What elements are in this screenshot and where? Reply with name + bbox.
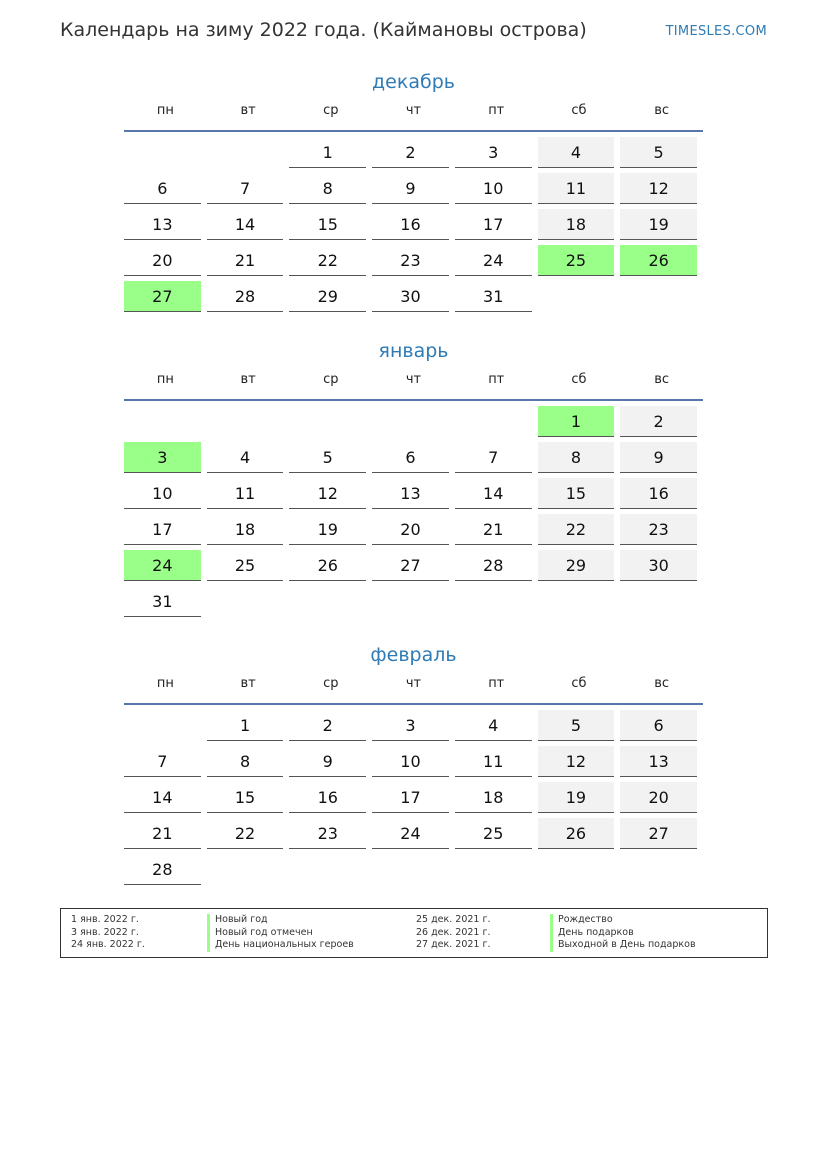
- day-grid: [124, 406, 703, 622]
- day-cell: 12: [620, 173, 697, 204]
- day-cell: 18: [538, 209, 615, 240]
- day-cell: 4: [455, 710, 532, 741]
- day-cell: 7: [124, 746, 201, 777]
- day-cell: 27: [620, 818, 697, 849]
- day-cell: 3: [372, 710, 449, 741]
- day-cell: 18: [207, 514, 284, 545]
- week-row: [124, 209, 703, 245]
- day-cell: 16: [372, 209, 449, 240]
- day-cell: 8: [289, 173, 366, 204]
- legend-date: 25 дек. 2021 г.: [416, 914, 491, 925]
- day-cell: 8: [538, 442, 615, 473]
- page-title: Календарь на зиму 2022 года. (Каймановы острова): [60, 19, 587, 41]
- empty-day-cell: [124, 406, 201, 437]
- weekday-label: сб: [571, 372, 587, 387]
- day-cell: 13: [620, 746, 697, 777]
- day-grid: [124, 710, 703, 890]
- month-block: [124, 68, 703, 317]
- weekday-label: вс: [654, 676, 670, 691]
- day-cell: 8: [207, 746, 284, 777]
- day-cell: 17: [372, 782, 449, 813]
- day-cell: 14: [455, 478, 532, 509]
- holiday-day-cell: 25: [538, 245, 615, 276]
- weekday-label: пн: [156, 676, 174, 691]
- day-cell: 6: [124, 173, 201, 204]
- day-grid: [124, 137, 703, 317]
- empty-day-cell: [372, 406, 449, 437]
- legend-date: 3 янв. 2022 г.: [71, 926, 139, 938]
- day-cell: 30: [372, 281, 449, 312]
- weekday-label: вт: [240, 676, 256, 691]
- day-cell: 7: [207, 173, 284, 204]
- month-block: [124, 641, 703, 890]
- day-cell: 16: [620, 478, 697, 509]
- day-cell: 25: [455, 818, 532, 849]
- week-row: [124, 550, 703, 586]
- day-cell: 1: [207, 710, 284, 741]
- day-cell: 12: [538, 746, 615, 777]
- legend-right-names: [550, 914, 696, 952]
- empty-day-cell: [620, 854, 697, 885]
- empty-day-cell: [207, 586, 284, 617]
- day-cell: 20: [372, 514, 449, 545]
- day-cell: 31: [455, 281, 532, 312]
- empty-day-cell: [620, 586, 697, 617]
- day-cell: 9: [289, 746, 366, 777]
- day-cell: 13: [372, 478, 449, 509]
- day-cell: 2: [372, 137, 449, 168]
- day-cell: 15: [207, 782, 284, 813]
- day-cell: 23: [372, 245, 449, 276]
- day-cell: 13: [124, 209, 201, 240]
- empty-day-cell: [289, 854, 366, 885]
- month-title: февраль: [370, 644, 457, 666]
- legend-left-dates: [71, 914, 145, 952]
- holiday-day-cell: 1: [538, 406, 615, 437]
- empty-day-cell: [538, 854, 615, 885]
- day-cell: 14: [207, 209, 284, 240]
- day-cell: 10: [455, 173, 532, 204]
- day-cell: 28: [455, 550, 532, 581]
- day-cell: 11: [455, 746, 532, 777]
- day-cell: 21: [124, 818, 201, 849]
- empty-day-cell: [289, 586, 366, 617]
- weekday-header: [124, 372, 703, 401]
- empty-day-cell: [207, 137, 284, 168]
- empty-day-cell: [124, 137, 201, 168]
- holiday-day-cell: 3: [124, 442, 201, 473]
- week-row: [124, 854, 703, 890]
- weekday-header: [124, 676, 703, 705]
- weekday-label: пн: [156, 372, 174, 387]
- weekday-label: сб: [571, 676, 587, 691]
- empty-day-cell: [207, 406, 284, 437]
- day-cell: 28: [207, 281, 284, 312]
- day-cell: 16: [289, 782, 366, 813]
- day-cell: 17: [124, 514, 201, 545]
- week-row: [124, 442, 703, 478]
- day-cell: 2: [620, 406, 697, 437]
- weekday-label: ср: [323, 372, 339, 387]
- legend-holiday-name: Выходной в День подарков: [550, 939, 696, 952]
- weekday-label: ср: [323, 676, 339, 691]
- week-row: [124, 782, 703, 818]
- day-cell: 19: [289, 514, 366, 545]
- day-cell: 31: [124, 586, 201, 617]
- day-cell: 2: [289, 710, 366, 741]
- empty-day-cell: [124, 710, 201, 741]
- day-cell: 20: [124, 245, 201, 276]
- day-cell: 23: [620, 514, 697, 545]
- legend-holiday-name: День подарков: [550, 927, 696, 940]
- legend-right-dates: [416, 914, 491, 952]
- day-cell: 22: [207, 818, 284, 849]
- day-cell: 27: [372, 550, 449, 581]
- day-cell: 24: [455, 245, 532, 276]
- day-cell: 7: [455, 442, 532, 473]
- week-row: [124, 406, 703, 442]
- week-row: [124, 137, 703, 173]
- day-cell: 14: [124, 782, 201, 813]
- legend-holiday-name: Новый год: [207, 914, 354, 927]
- day-cell: 10: [372, 746, 449, 777]
- brand-link[interactable]: TIMESLES.COM: [665, 24, 767, 39]
- weekday-label: пт: [488, 372, 505, 387]
- day-cell: 12: [289, 478, 366, 509]
- legend-date: 1 янв. 2022 г.: [71, 914, 139, 925]
- weekday-label: пт: [488, 676, 505, 691]
- empty-day-cell: [455, 586, 532, 617]
- holiday-day-cell: 26: [620, 245, 697, 276]
- day-cell: 30: [620, 550, 697, 581]
- week-row: [124, 281, 703, 317]
- day-cell: 6: [372, 442, 449, 473]
- day-cell: 28: [124, 854, 201, 885]
- legend-holiday-name: Рождество: [550, 914, 696, 927]
- day-cell: 17: [455, 209, 532, 240]
- week-row: [124, 586, 703, 622]
- month-title: январь: [378, 340, 449, 362]
- day-cell: 11: [538, 173, 615, 204]
- day-cell: 29: [289, 281, 366, 312]
- day-cell: 26: [289, 550, 366, 581]
- day-cell: 10: [124, 478, 201, 509]
- empty-day-cell: [372, 854, 449, 885]
- day-cell: 4: [538, 137, 615, 168]
- day-cell: 21: [455, 514, 532, 545]
- day-cell: 15: [289, 209, 366, 240]
- day-cell: 22: [538, 514, 615, 545]
- holiday-day-cell: 27: [124, 281, 201, 312]
- day-cell: 5: [620, 137, 697, 168]
- day-cell: 11: [207, 478, 284, 509]
- empty-day-cell: [372, 586, 449, 617]
- weekday-label: вс: [654, 103, 670, 118]
- weekday-label: чт: [405, 676, 422, 691]
- day-cell: 5: [538, 710, 615, 741]
- empty-day-cell: [455, 406, 532, 437]
- holiday-legend: [60, 908, 768, 958]
- week-row: [124, 478, 703, 514]
- legend-holiday-name: День национальных героев: [207, 939, 354, 952]
- week-row: [124, 245, 703, 281]
- day-cell: 26: [538, 818, 615, 849]
- legend-date: 24 янв. 2022 г.: [71, 939, 145, 950]
- empty-day-cell: [538, 281, 615, 312]
- legend-date: 26 дек. 2021 г.: [416, 926, 491, 938]
- empty-day-cell: [207, 854, 284, 885]
- day-cell: 29: [538, 550, 615, 581]
- weekday-label: вт: [240, 372, 256, 387]
- day-cell: 21: [207, 245, 284, 276]
- day-cell: 25: [207, 550, 284, 581]
- week-row: [124, 746, 703, 782]
- day-cell: 9: [372, 173, 449, 204]
- day-cell: 23: [289, 818, 366, 849]
- day-cell: 24: [372, 818, 449, 849]
- month-title: декабрь: [372, 71, 455, 93]
- weekday-label: вт: [240, 103, 256, 118]
- month-block: [124, 337, 703, 622]
- day-cell: 18: [455, 782, 532, 813]
- day-cell: 4: [207, 442, 284, 473]
- day-cell: 19: [620, 209, 697, 240]
- week-row: [124, 514, 703, 550]
- day-cell: 19: [538, 782, 615, 813]
- empty-day-cell: [455, 854, 532, 885]
- day-cell: 15: [538, 478, 615, 509]
- weekday-label: сб: [571, 103, 587, 118]
- weekday-label: вс: [654, 372, 670, 387]
- weekday-label: чт: [405, 103, 422, 118]
- week-row: [124, 710, 703, 746]
- legend-holiday-name: Новый год отмечен: [207, 927, 354, 940]
- legend-date: 27 дек. 2021 г.: [416, 939, 491, 950]
- legend-left-names: [207, 914, 354, 952]
- day-cell: 1: [289, 137, 366, 168]
- empty-day-cell: [289, 406, 366, 437]
- day-cell: 3: [455, 137, 532, 168]
- weekday-header: [124, 103, 703, 132]
- week-row: [124, 818, 703, 854]
- weekday-label: ср: [323, 103, 339, 118]
- empty-day-cell: [538, 586, 615, 617]
- week-row: [124, 173, 703, 209]
- weekday-label: пт: [488, 103, 505, 118]
- day-cell: 5: [289, 442, 366, 473]
- day-cell: 20: [620, 782, 697, 813]
- weekday-label: чт: [405, 372, 422, 387]
- holiday-day-cell: 24: [124, 550, 201, 581]
- weekday-label: пн: [156, 103, 174, 118]
- day-cell: 6: [620, 710, 697, 741]
- day-cell: 9: [620, 442, 697, 473]
- empty-day-cell: [620, 281, 697, 312]
- day-cell: 22: [289, 245, 366, 276]
